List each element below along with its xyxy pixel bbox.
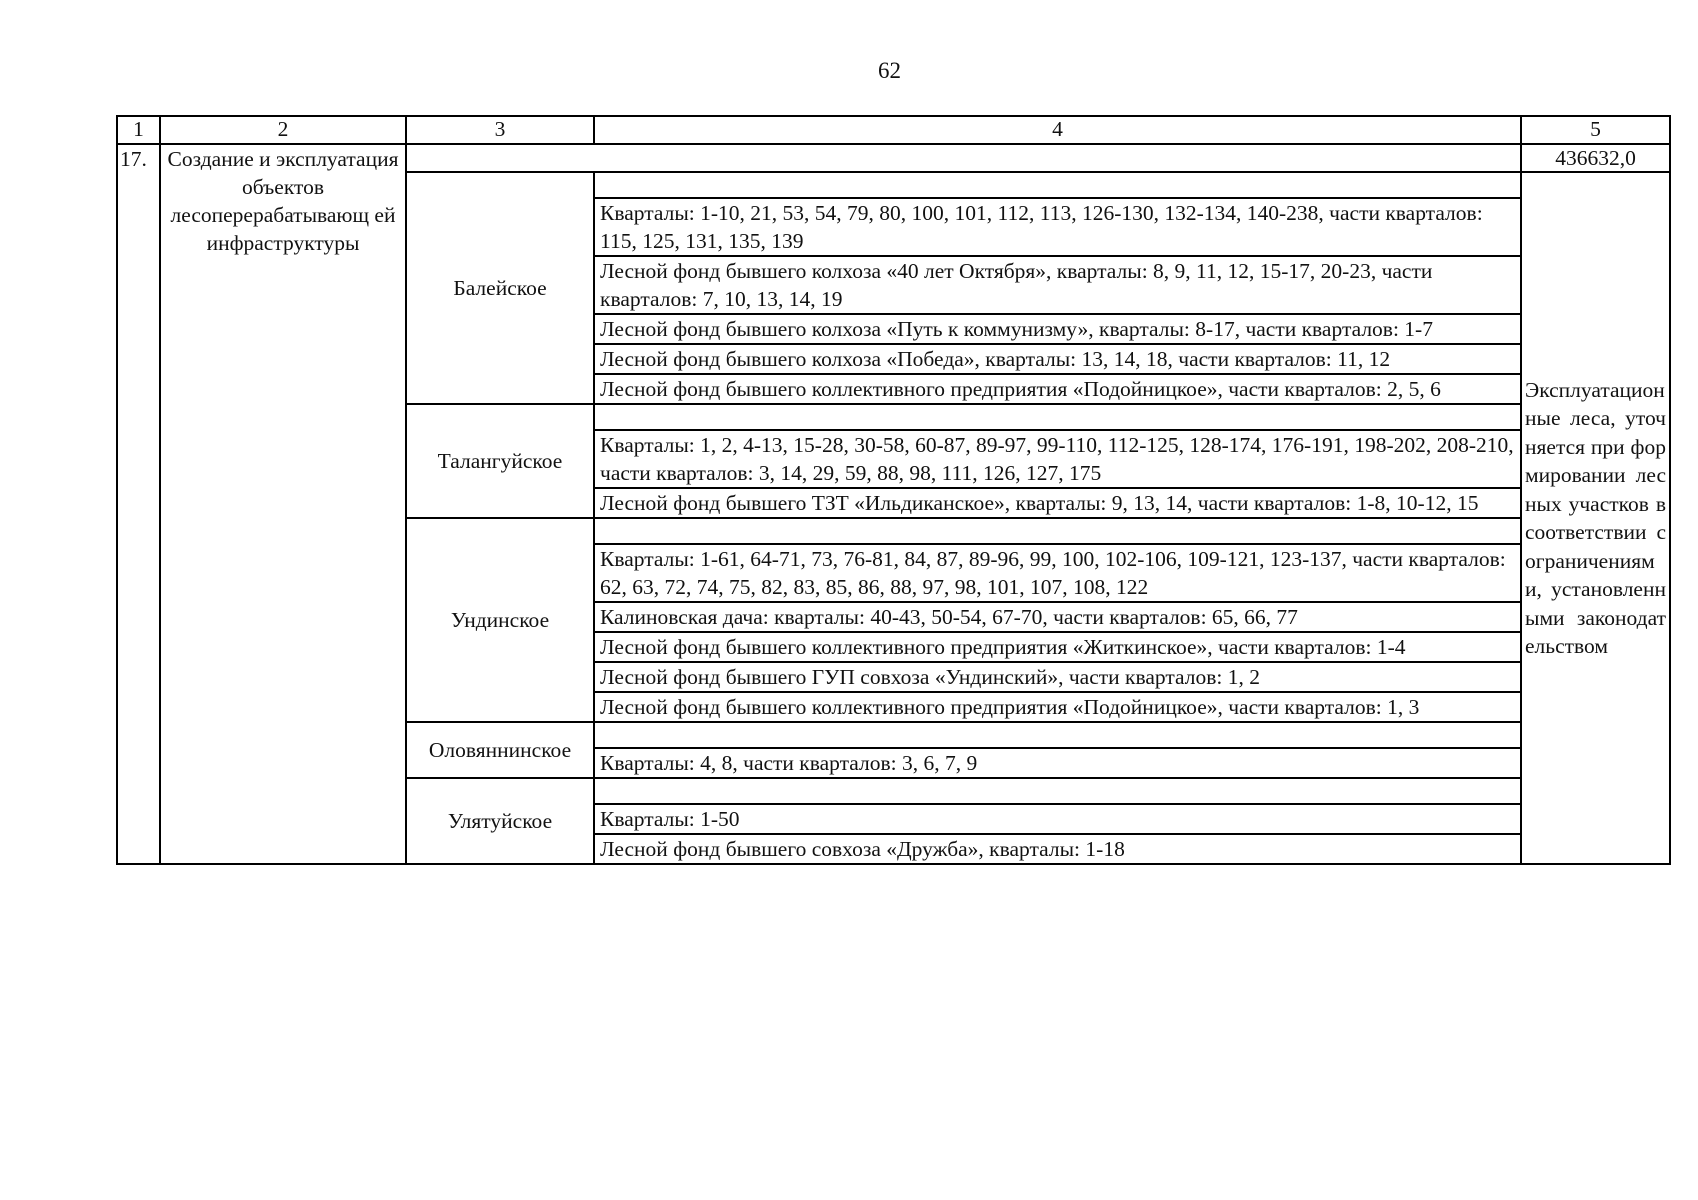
empty-span-cell <box>406 144 1521 172</box>
district-name: Ундинское <box>406 518 594 722</box>
row-number: 17. <box>117 144 160 864</box>
quarters-cell: Кварталы: 1-61, 64-71, 73, 76-81, 84, 87, 89-96, 99, 100, 102-106, 109-121, 123-137, части кварталов: 62, 63, 72, 74, 75, 82, 83, 85, 86, 88, 97, 98, 101, 107, 108, 122 <box>594 544 1521 602</box>
quarters-cell: Лесной фонд бывшего ГУП совхоза «Ундинский», части кварталов: 1, 2 <box>594 662 1521 692</box>
header-cell-2: 2 <box>160 116 406 144</box>
forest-category-note: Эксплуатационные леса, уточняется при формировании лесных участков в соответствии с ограничениями, установленными законодательством <box>1521 172 1670 864</box>
blank-cell <box>594 778 1521 804</box>
quarters-cell: Кварталы: 4, 8, части кварталов: 3, 6, 7, 9 <box>594 748 1521 778</box>
quarters-cell: Лесной фонд бывшего колхоза «Путь к коммунизму», кварталы: 8-17, части кварталов: 1-7 <box>594 314 1521 344</box>
blank-cell <box>594 172 1521 198</box>
quarters-cell: Кварталы: 1-10, 21, 53, 54, 79, 80, 100, 101, 112, 113, 126-130, 132-134, 140-238, части кварталов: 115, 125, 131, 135, 139 <box>594 198 1521 256</box>
district-name: Балейское <box>406 172 594 404</box>
page-number: 62 <box>878 58 901 83</box>
header-cell-4: 4 <box>594 116 1521 144</box>
quarters-cell: Лесной фонд бывшего колхоза «40 лет Октября», кварталы: 8, 9, 11, 12, 15-17, 20-23, части кварталов: 7, 10, 13, 14, 19 <box>594 256 1521 314</box>
quarters-cell: Лесной фонд бывшего коллективного предприятия «Подойницкое», части кварталов: 2, 5, 6 <box>594 374 1521 404</box>
quarters-cell: Калиновская дача: кварталы: 40-43, 50-54, 67-70, части кварталов: 65, 66, 77 <box>594 602 1521 632</box>
quarters-cell: Лесной фонд бывшего совхоза «Дружба», кварталы: 1-18 <box>594 834 1521 864</box>
row-17 <box>117 144 1670 172</box>
quarters-cell: Кварталы: 1, 2, 4-13, 15-28, 30-58, 60-87, 89-97, 99-110, 112-125, 128-174, 176-191, 198-202, 208-210, части кварталов: 3, 14, 29, 59, 88, 98, 111, 126, 127, 175 <box>594 430 1521 488</box>
blank-cell <box>594 518 1521 544</box>
header-cell-3: 3 <box>406 116 594 144</box>
activity-name: Создание и эксплуатация объектов лесоперерабатывающ ей инфраструктуры <box>160 144 406 864</box>
quarters-cell: Лесной фонд бывшего коллективного предприятия «Подойницкое», части кварталов: 1, 3 <box>594 692 1521 722</box>
blank-cell <box>594 404 1521 430</box>
forest-use-table <box>116 115 1671 865</box>
quarters-cell: Кварталы: 1-50 <box>594 804 1521 834</box>
district-name: Оловяннинское <box>406 722 594 778</box>
district-name: Талангуйское <box>406 404 594 518</box>
district-name: Улятуйское <box>406 778 594 864</box>
header-cell-1: 1 <box>117 116 160 144</box>
blank-cell <box>594 722 1521 748</box>
header-row <box>117 116 1670 144</box>
area-total: 436632,0 <box>1521 144 1670 172</box>
header-cell-5: 5 <box>1521 116 1670 144</box>
quarters-cell: Лесной фонд бывшего колхоза «Победа», кварталы: 13, 14, 18, части кварталов: 11, 12 <box>594 344 1521 374</box>
quarters-cell: Лесной фонд бывшего ТЗТ «Ильдиканское», кварталы: 9, 13, 14, части кварталов: 1-8, 10-12, 15 <box>594 488 1521 518</box>
quarters-cell: Лесной фонд бывшего коллективного предприятия «Житкинское», части кварталов: 1-4 <box>594 632 1521 662</box>
